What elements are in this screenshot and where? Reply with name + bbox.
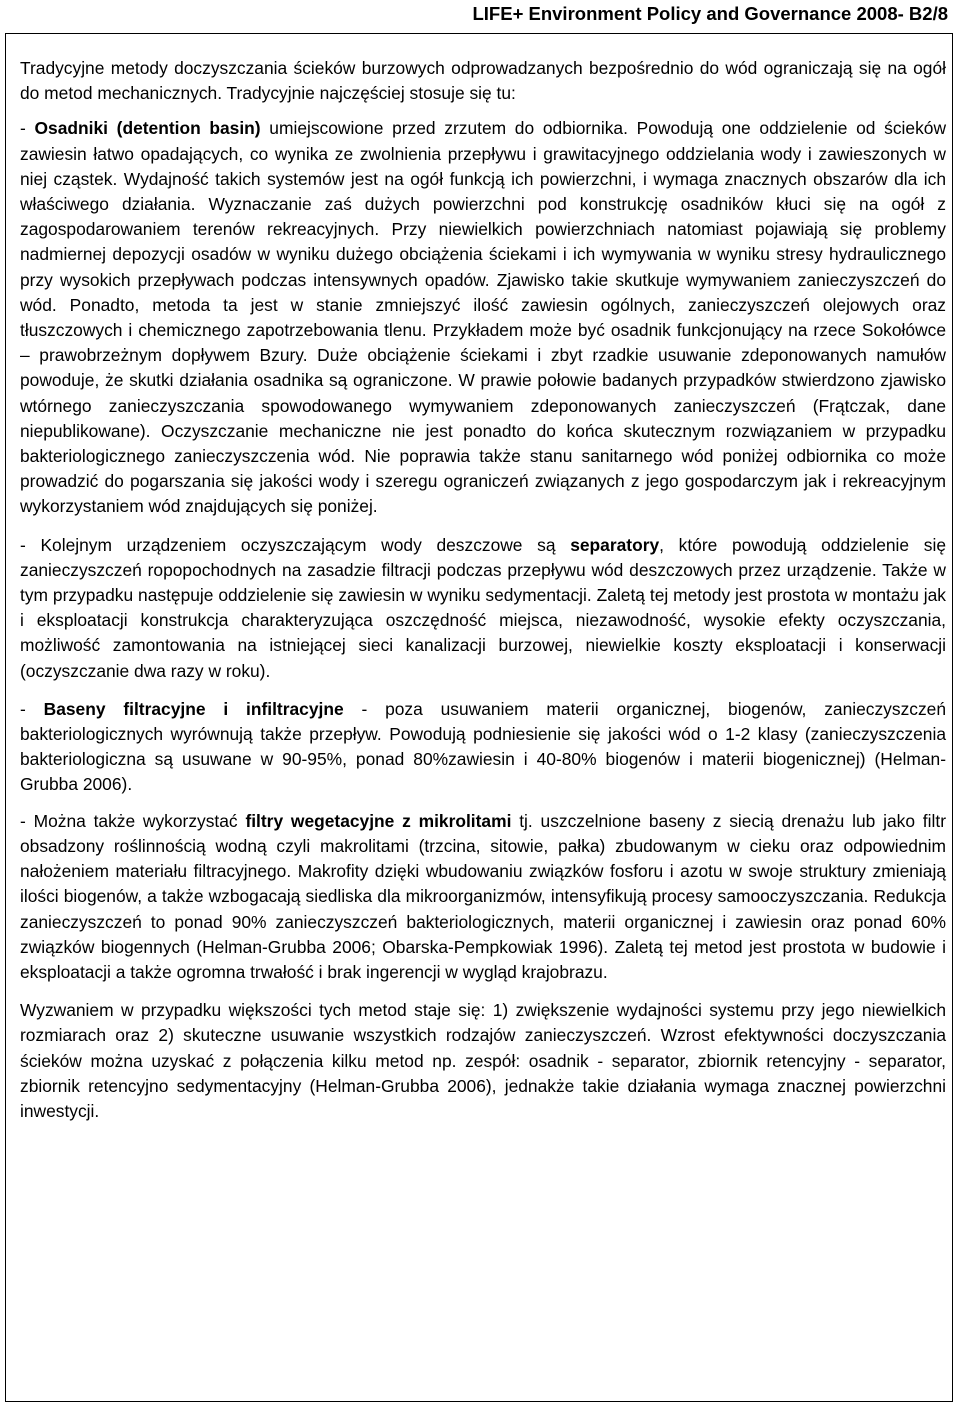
paragraph-lead: - Można także wykorzystać xyxy=(20,810,246,831)
term-baseny: Baseny filtracyjne i infiltracyjne xyxy=(43,698,344,719)
term-separatory: separatory xyxy=(570,534,660,555)
paragraph-lead: - xyxy=(20,698,44,719)
paragraph-baseny xyxy=(20,697,946,798)
paragraph-lead: - xyxy=(20,118,35,139)
paragraph-body: umiejscowione przed zrzutem do odbiornika. Powodują one oddzielenie od ścieków zawiesin łatwo opadających, co wynika ze zwolnienia przepływu i grawitacyjnego oddzielania wody i zawieszonych w niej cząstek. Wydajność takich systemów jest na ogół funkcją ich powierzchni, i wymaga znacznych obszarów dla ich właściwego działania. Wyznaczanie zaś dużych powierzchni pod konstrukcję osadników kłuci się na ogół z zagospodarowaniem terenów rekreacyjnych. Przy niewielkich powierzchniach natomiast pojawiają się problemy nadmiernej depozycji osadów w wyniku dużego obciążenia ściekami i ich wymywania w wyniku stresy hydraulicznego przy wysokich przepływach podczas intensywnych opadów. Zjawisko takie skutkuje wymywaniem zanieczyszczeń do wód. Ponadto, metoda ta jest w stanie zmniejszyć ilość zawiesin ogólnych, zanieczyszczeń olejowych oraz tłuszczowych i chemicznego zapotrzebowania tlenu. Przykładem może być osadnik funkcjonujący na rzece Sokołówce – prawobrzeżnym dopływem Bzury. Duże obciążenie ściekami i zbyt rzadkie usuwanie zdeponowanych namułów powoduje, że skutki działania osadnika są ograniczone. W prawie połowie badanych przypadków stwierdzono zjawisko wtórnego zanieczyszczania spowodowanego wymywaniem zdeponowanych zanieczyszczeń (Frątczak, dane niepublikowane). Oczyszczanie mechaniczne nie jest ponadto do końca skutecznym rozwiązaniem w przypadku bakteriologicznego zanieczyszczenia wód. Nie poprawia także stanu sanitarnego wód poniżej odbiornika co może prowadzić do pogarszania się jakości wody i szeregu ograniczeń związanych z jego gospodarczym jak i rekreacyjnym wykorzystaniem wód znajdujących się poniżej. xyxy=(20,118,946,517)
document-body xyxy=(20,56,946,1124)
term-osadniki: Osadniki (detention basin) xyxy=(34,118,261,139)
paragraph-osadniki xyxy=(20,116,946,519)
paragraph-body: - poza usuwaniem materii organicznej, biogenów, zanieczyszczeń bakteriologicznych wyrównują także przepływ. Powodują podniesienie się jakości wód o 1-2 klasy (zanieczyszczenia bakteriologiczna są usuwane w 90-95%, ponad 80%zawiesin i 40-80% biogenów i materii biogenicznej) (Helman-Grubba 2006). xyxy=(20,698,947,795)
paragraph-body: tj. uszczelnione baseny z siecią drenażu lub jako filtr obsadzony roślinnością wodną czyli makrolitami (trzcina, sitowie, pałka) zbudowanym w cieku oraz odpowiednim nałożeniem materiału filtracyjnego. Makrofity dzięki wbudowaniu związków fosforu i azotu w swoje struktury zmieniają ilości biogenów, a także wzbogacają siedliska dla mikroorganizmów, intensyfikują procesy samooczyszczania. Redukcja zanieczyszczeń to ponad 90% zanieczyszczeń bakteriologicznych, materii organicznej i zawiesin oraz ponad 60% związków biogennych (Helman-Grubba 2006; Obarska-Pempkowiak 1996). Zaletą tej metod jest prostota w budowie i eksploatacji a także ogromna trwałość i brak ingerencji w wygląd krajobrazu. xyxy=(20,810,946,982)
paragraph-lead: - Kolejnym urządzeniem oczyszczającym wody deszczowe są xyxy=(20,534,571,555)
term-filtry: filtry wegetacyjne z mikrolitami xyxy=(245,810,512,831)
paragraph-separatory xyxy=(20,533,946,684)
paragraph-body: , które powodują oddzielenie się zanieczyszczeń ropopochodnych na zasadzie filtracji podczas przepływu wód deszczowych przez urządzenie. Także w tym przypadku następuje oddzielenie się zawiesin w wyniku sedymentacji. Zaletą tej metody jest prostota w montażu jak i eksploatacji konstrukcja charakteryzująca oszczędność miejsca, niezawodność, wysokie efekty oczyszczania, możliwość zamontowania na istniejącej sieci kanalizacji burzowej, niewielkie koszty eksploatacji i konserwacji (oczyszczanie dwa razy w roku). xyxy=(20,534,946,681)
paragraph-filtry xyxy=(20,809,946,985)
paragraph-wyzwania: Wyzwaniem w przypadku większości tych metod staje się: 1) zwiększenie wydajności systemu przy jego niewielkich rozmiarach oraz 2) skuteczne usuwanie wszystkich rodzajów zanieczyszczeń. Wzrost efektywności doczyszczania ścieków można uzyskać z połączenia kilku metod np. zespół: osadnik - separator, zbiornik retencyjny - separator, zbiornik retencyjno sedymentacyjny (Helman-Grubba 2006), jednakże takie działania wymaga znacznej powierzchni inwestycji. xyxy=(20,1000,946,1121)
page-header: LIFE+ Environment Policy and Governance 2008- B2/8 xyxy=(472,3,948,24)
paragraph-intro: Tradycyjne metody doczyszczania ścieków burzowych odprowadzanych bezpośrednio do wód ograniczają się na ogół do metod mechanicznych. Tradycyjnie najczęściej stosuje się tu: xyxy=(20,58,946,104)
